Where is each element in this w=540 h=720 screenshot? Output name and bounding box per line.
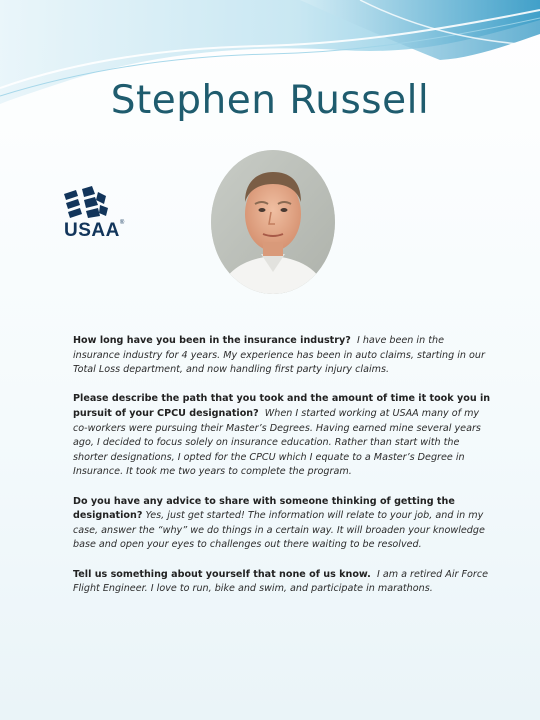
qa-question: Please describe the path that you took and the amount of time it took you in pursuit of your CPCU designation? — [73, 393, 491, 419]
usaa-logo-text: USAA® — [64, 220, 125, 241]
qa-question: How long have you been in the insurance industry? — [73, 335, 351, 346]
qa-question: Tell us something about yourself that none of us know. — [73, 568, 371, 580]
portrait-photo-icon — [211, 150, 335, 294]
qa-answer: When I started working at USAA many of my co-workers were pursuing their Master’s Degrees. Having earned mine several years ago, I decided to focus solely on insurance education. Rather than start with the shorter designations, I opted for the CPCU which I equate to a Master’s Degree in Insurance. It took me two years to complete the program. — [73, 407, 481, 478]
qa-answer: Yes, just get started! The information will relate to your job, and in my case, answer the “why” we do things in a certain way. It will broaden your knowledge base and open your eyes to challenges out there waiting to be resolved. — [73, 510, 485, 551]
qa-item — [73, 495, 493, 553]
qa-item — [73, 334, 493, 378]
qa-item — [73, 392, 493, 480]
qa-item — [73, 568, 493, 597]
page-title: Stephen Russell — [110, 78, 430, 123]
qa-question: Do you have any advice to share with someone thinking of getting the designation? — [73, 495, 455, 522]
qa-answer: I have been in the insurance industry for 4 years. My experience has been in auto claims, starting in our Total Loss department, and now handling first party injury claims. — [73, 335, 485, 376]
portrait-photo — [211, 150, 335, 294]
qa-answer: I am a retired Air Force Flight Engineer. I love to run, bike and swim, and participate in marathons. — [73, 568, 489, 595]
interview-content — [73, 334, 493, 611]
